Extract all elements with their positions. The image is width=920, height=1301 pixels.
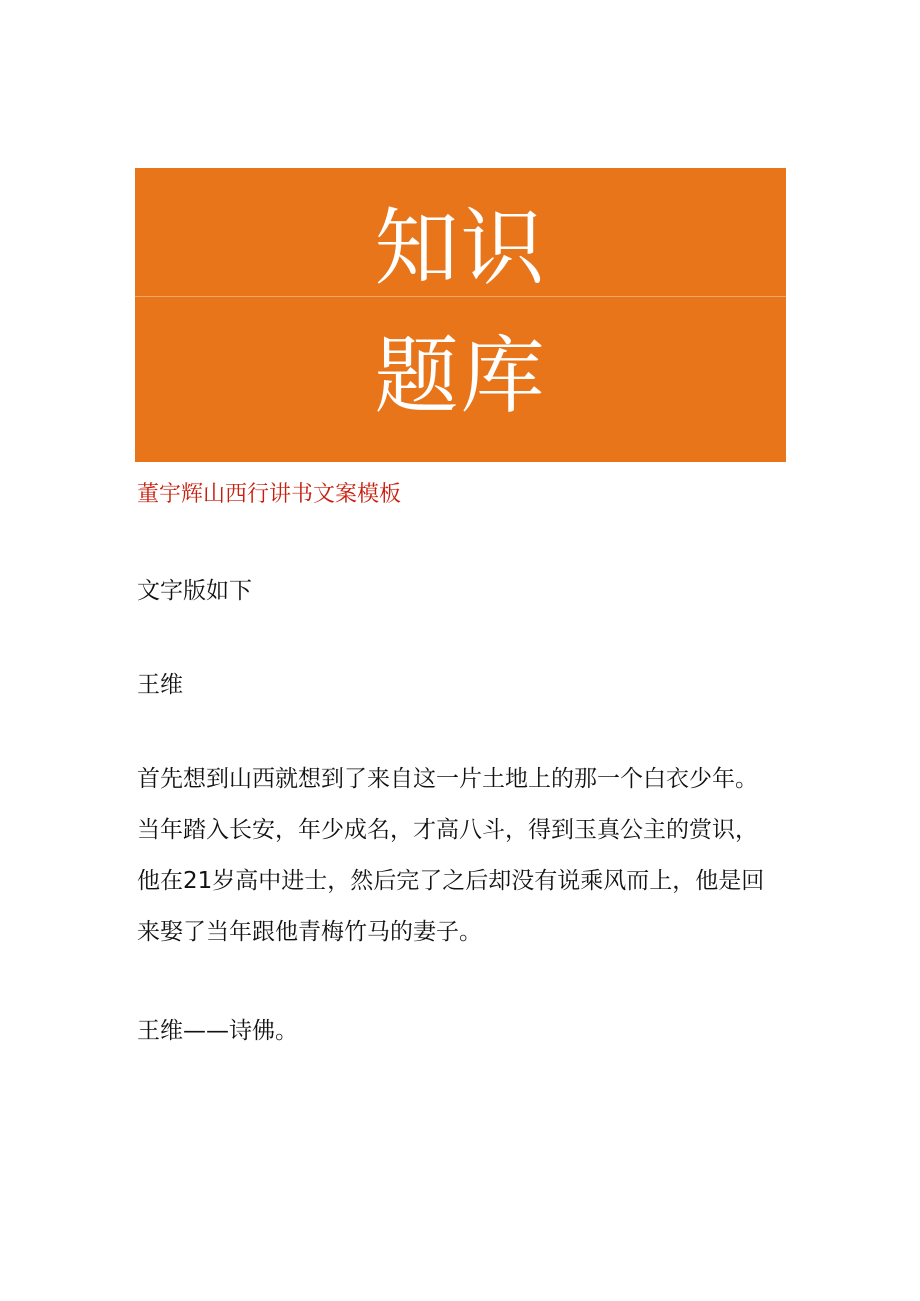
closing-text: 王维——诗佛。: [137, 1018, 298, 1044]
body-paragraph: [137, 762, 797, 966]
body-line: 当年踏入长安，年少成名，才高八斗，得到玉真公主的赏识，: [137, 817, 758, 843]
document-subtitle: 董宇辉山西行讲书文案模板: [137, 482, 402, 507]
banner-title-line-1: 知识: [374, 199, 547, 297]
body-line: 来娶了当年跟他青梅竹马的妻子。: [137, 919, 482, 945]
title-banner: [135, 168, 786, 462]
body-line: 他在21岁高中进士，然后完了之后却没有说乘风而上，他是回: [137, 868, 765, 894]
banner-title-line-2: 题库: [374, 327, 547, 425]
body-line: 首先想到山西就想到了来自这一片土地上的那一个白衣少年。: [137, 766, 758, 792]
intro-text: 文字版如下: [137, 578, 252, 604]
section-heading: 王维: [137, 672, 183, 698]
